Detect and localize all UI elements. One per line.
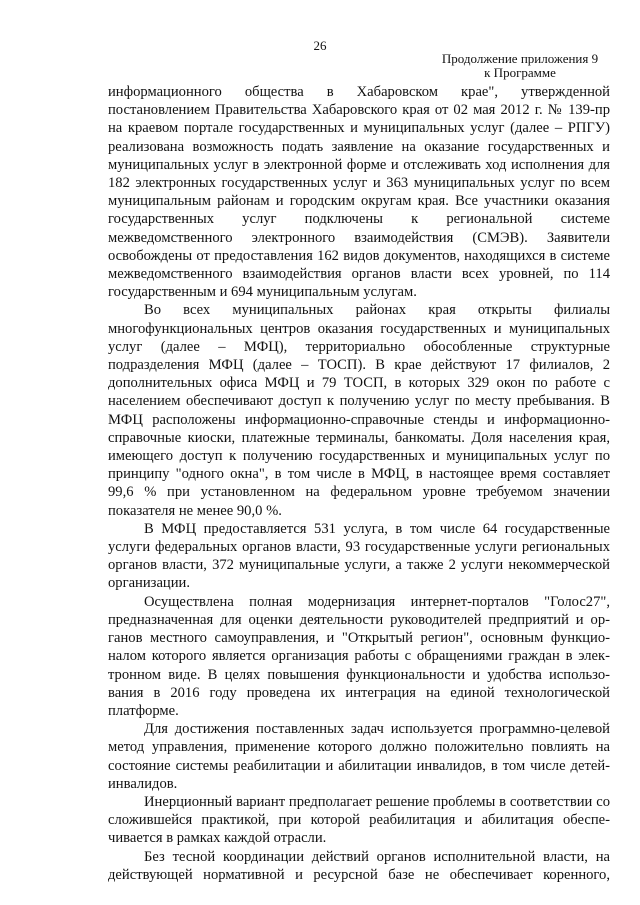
- paragraph-6: Инерционный вариант предполагает решение проблемы в соответствии со сложившейся практикой, при которой реабилитация и абилитация обеспечивается в рамках каждой отрасли.: [108, 793, 610, 847]
- appendix-header-line-2: к Программе: [484, 65, 556, 80]
- paragraph-3: В МФЦ предоставляется 531 услуга, в том числе 64 государственные услуги федеральных органов власти, 93 государственные услуги региональных органов власти, 372 муниципальные услуги, а также 2 услуги некоммерческой организации.: [108, 520, 610, 592]
- paragraph-2: Во всех муниципальных районах края открыты филиалы многофункциональных центров оказания государственных и муниципальных услуг (далее – МФЦ), территориально обособленные структурные подразделения МФЦ (далее – ТОСП). В крае действуют 17 филиалов, 2 дополнительных офиса МФЦ и 79 ТОСП, в которых 329 окон по работе с населением обеспечивают доступ к получению услуг по месту пребывания. В МФЦ расположены информационно-справочные стенды и информационно-справочные киоски, платежные терминалы, банкоматы. Доля населения края, имеющего доступ к получению государственных и муниципальных услуг по принципу "одного окна", в том числе в МФЦ, в настоящее время составляет 99,6 % при установленном на федеральном уровне требуемом значении показателя не менее 90,0 %.: [108, 302, 610, 519]
- appendix-header-line-1: Продолжение приложения 9: [441, 51, 599, 66]
- body-text: [108, 83, 610, 884]
- paragraph-4: Осуществлена полная модернизация интернет-порталов "Голос27", предназначенная для оценки деятельности руководителей предприятий и органов местного самоуправления, и "Открытый регион", основным функционалом которого является организация работы с обращениями граждан в электронном виде. В целях повышения функциональности и удобства использования в 2016 году проведена их интеграция на единой технологической платформе.: [108, 593, 610, 719]
- page-number: 26: [313, 38, 327, 53]
- paragraph-7: Без тесной координации действий органов исполнительной власти, на действующей нормативной и ресурсной базе не обеспечивает коренного,: [108, 848, 610, 883]
- paragraph-1: информационного общества в Хабаровском крае", утвержденной постановлением Правительства Хабаровского края от 02 мая 2012 г. № 139-пр на краевом портале государственных и муниципальных услуг (далее – РПГУ) реализована возможность подать заявление на оказание государственных и муниципальных услуг в электронной форме и отслеживать ход исполнения для 182 электронных государственных услуг и 363 муниципальных услуг по всем муниципальным районам и городским округам края. Все участники оказания государственных услуг подключены к региональной системе межведомственного электронного взаимодействия (СМЭВ). Заявители освобождены от предоставления 162 видов документов, находящихся в системе межведомственного взаимодействия органов власти всех уровней, по 114 государственным и 694 муниципальным услугам.: [108, 84, 610, 301]
- paragraph-5: Для достижения поставленных задач используется программно-целевой метод управления, применение которого должно положительно повлиять на состояние системы реабилитации и абилитации инвалидов, в том числе детей-инвалидов.: [108, 721, 610, 792]
- appendix-header: [425, 52, 615, 80]
